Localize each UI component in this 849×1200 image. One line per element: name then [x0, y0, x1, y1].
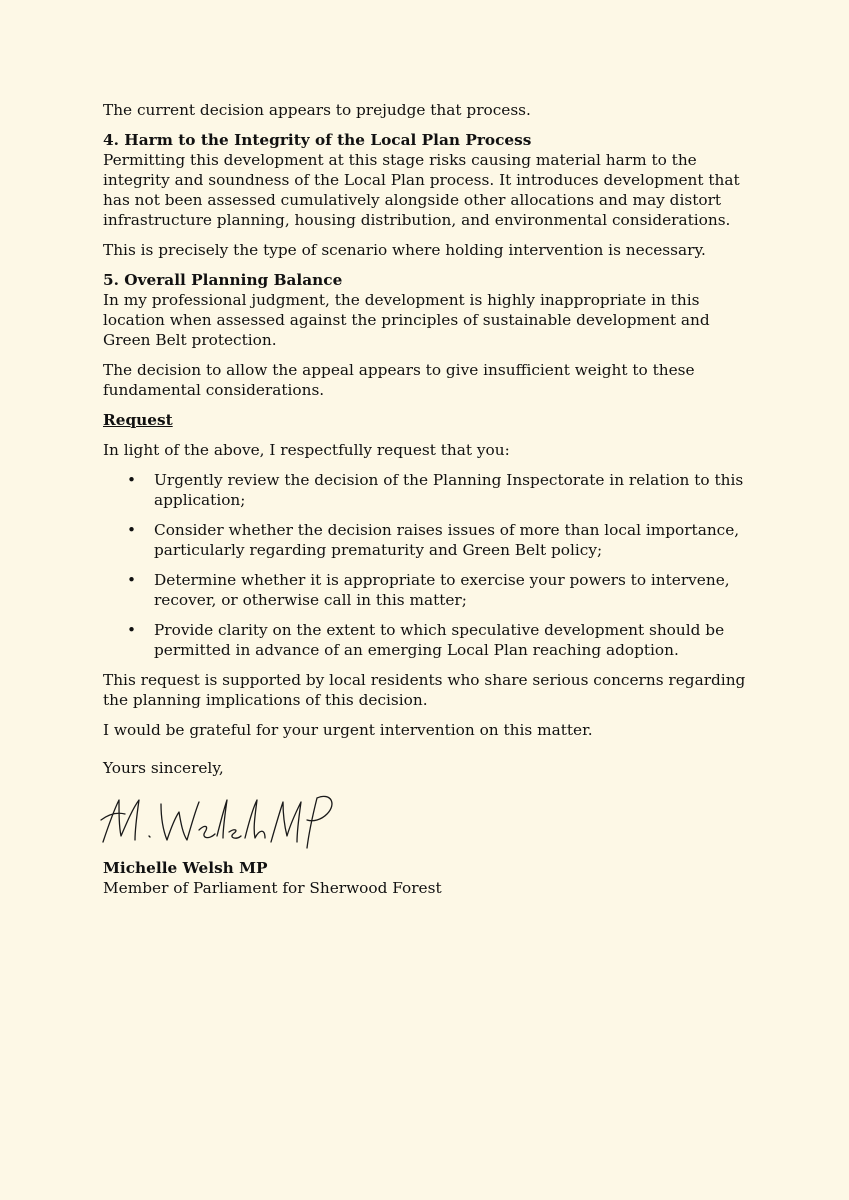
section-5	[103, 270, 753, 350]
request-item: • Provide clarity on the extent to which speculative development should be permitted in advance of an emerging Local Plan reaching adoption.	[103, 620, 753, 660]
section-4-heading: 4. Harm to the Integrity of the Local Plan Process	[103, 131, 532, 149]
section-5-body: In my professional judgment, the development is highly inappropriate in this location when assessed against the principles of sustainable development and Green Belt protection.	[103, 291, 710, 349]
request-item: • Urgently review the decision of the Planning Inspectorate in relation to this application;	[103, 470, 753, 510]
salutation: Yours sincerely,	[103, 759, 224, 777]
signatory-role: Member of Parliament for Sherwood Forest	[103, 879, 442, 897]
section-5-heading: 5. Overall Planning Balance	[103, 271, 343, 289]
grateful-paragraph: I would be grateful for your urgent intervention on this matter.	[103, 721, 593, 739]
request-item: • Consider whether the decision raises issues of more than local importance, particularly regarding prematurity and Green Belt policy;	[103, 520, 753, 560]
support-paragraph: This request is supported by local residents who share serious concerns regarding the planning implications of this decision.	[103, 671, 746, 709]
letter-page	[103, 100, 753, 898]
request-item: • Determine whether it is appropriate to exercise your powers to intervene, recover, or otherwise call in this matter;	[103, 570, 753, 610]
section-5-follow: The decision to allow the appeal appears to give insufficient weight to these fundamental considerations.	[103, 361, 695, 399]
section-4	[103, 130, 753, 230]
handwritten-signature	[99, 790, 339, 850]
section-4-body: Permitting this development at this stage risks causing material harm to the integrity and soundness of the Local Plan process. It introduces development that has not been assessed cumulatively alongside other allocations and may distort infrastructure planning, housing distribution, and environmental considerations.	[103, 151, 740, 229]
intro-paragraph: The current decision appears to prejudge that process.	[103, 101, 531, 119]
section-4-follow: This is precisely the type of scenario where holding intervention is necessary.	[103, 241, 706, 259]
request-intro: In light of the above, I respectfully request that you:	[103, 441, 510, 459]
request-heading: Request	[103, 411, 173, 429]
signatory-name: Michelle Welsh MP	[103, 859, 268, 877]
request-list	[103, 470, 753, 660]
